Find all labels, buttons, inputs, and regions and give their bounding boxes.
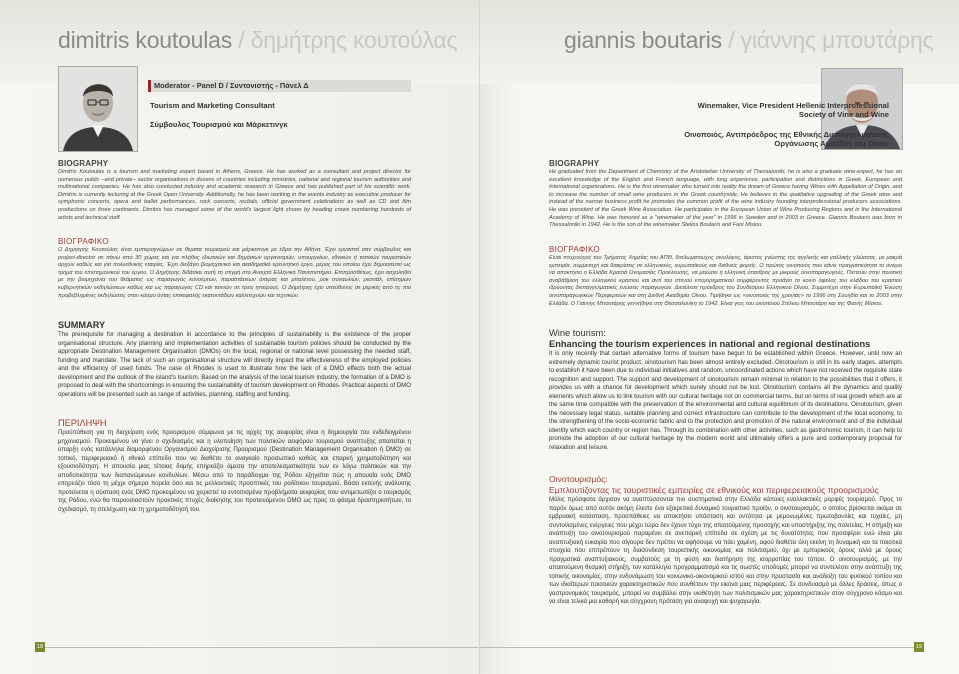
biography-heading: BIOGRAPHY xyxy=(549,159,600,168)
summary-greek-text: Προϋπόθεση για τη διαχείριση ενός προορισμού σύμφωνα με τις αρχές της αειφορίας είναι η δημιουργία του ενδεδειγμένου μηχανισμού. Προκειμένου να γίνει ο σχεδιασμός και η υλοποίηση των πολιτικών αειφόρου τουρισμού αναπτυξης απαιτείται η ύπαρξη ενός κατάλληλα διαμορφένου Οργανισμού Διαχείρισης Προορισμού (Destination Management Organisation ή DMO) σε τοπικό, περιφερειακό ή εθνικό επίπεδο που να διαθέτει το αναγκαίο προσωπικό καθώς και επαρκή χρηματοδότηση και εξουσιοδότηση. Η απουσία μιας τέτοιας δομής επηρεάζει άμεσα την αποτελεσματικότητα των εν λόγω πολιτικών και την αποδοτικότητα των διαπανώμενων κονδυλίων. Μέσω από το παράδειγμα της Ρόδου εξηγείται πώς η απουσία ενός DMO επηρεάζει τόσο τη μέχρι σήμερα πορεία όσο και τις μελλοντικές προοπτικές του ροδίτικου τουρισμού. Βάσει εκτενής ανάλυσης προτείνεται η σύσταση ενός DMO προκειμένου να χειριστεί τα εντοπισμένα προβλήματα αειφορίας που αντιμετωπίζει ο τουρισμός της Ρόδου, ενώ θα παρουσιαστούν πρακτικές πτυχές διοίκησης του προτεινόμενου DMO ως προς το φάσμα δραστηριοτήτων, το σχεδιασμό, τη στελέχωση και τη χρηματοδότησή του. xyxy=(58,429,411,513)
wine-tourism-greek-subheading: Εμπλουτίζοντας τις τουριστικές εμπειρίες σε εθνικούς και περιφερειακούς προορισμούς xyxy=(549,485,879,495)
moderator-label: Moderator - Panel D / Συντονιστής - Πάνελ Δ xyxy=(154,81,309,90)
speaker-name-greek: γιάννης μπουτάρης xyxy=(740,27,934,53)
wine-tourism-subheading: Enhancing the tourism experiences in national and regional destinations xyxy=(549,339,871,349)
biography-greek-text: Είναι πτυχιούχος του Τμήματος Χημείας του ΑΠΘ, διπλωματούχος οινολόγος, άριστος γνώστης της αγγλικής και γαλλικής γλώσσας, με μακρά εμπειρία, συμμετοχή και διακρίσεις σε ελληνικούς, ευρωπαϊκούς και διεθνείς φορείς. Ο πρώτος οινοποιός που κάνει πραγματικότητα το όνειρο να αποκτήσει η Ελλάδα Κρασιά Ονομασίας Προέλευσης, να μειώσει η ελληνική ύπαιθρος με μικρούς οινοπαραγωγούς. Πιστεύει στην ποιοτική αναβάθμιση του ελληνικού κρασιού και αντί του στενού επιχειρηματικού συμφέροντος προάγει το κοινό όφελος του κλάδου του κρασιού ιδρύοντας διεπαγγελματικές ενώσεις παραγωγών. Διετέλεσε πρόεδρος του Συνδέσμου Ελληνικού Οίνου. Συμμετέχει στην Ευρωπαϊκή Ένωση οινοπαραγωγικών Περιφερειών και στη Διεθνή Ακαδημία Οίνου. Τιμήθηκε ως «οινοποιός της χρονιάς» το 1996 στη Σουηδία και το 2003 στην Ελλάδα. Ο Γιάννης Μπουτάρης γεννήθηκε στη Θεσσαλονίκη το 1942. Είναι γιος του οινοποιού Στέλιου Μπουτάρη και της Φανής Μίσιου. xyxy=(549,255,902,307)
speaker-name: dimitris koutoulas xyxy=(58,27,233,53)
summary-greek xyxy=(58,418,411,514)
biography-text: He graduated from the Department of Chemistry of the Aristotelian University of Thessaloniki, he is also a graduate wine-expert, he has an excellent knowledge of the English and French language, with long experience, participation and distinctions in Greek, European and International organizations. He is the first winemaker who turned into reality the dream of Greece having Wines with Appellation of Origin, and to increase the number of small wine producers in the Greek countryside. He believes in the qualitative upgrading of the Greek wine and instead of the narrow business profit he promotes the common profit of the wine industry founding interprofessional producers associations. He was president of the Greek Wine Association. He participates in the European Union of Wine Producing Regions and in the International Academy of Wine. He was honored as a "winemaker of the year" in 1996 in Sweden and in 2003 in Greece. Giannis Boutaris was born in Thessaloniki in 1942. He is the son of the winemaker Stelios Boutaris and Fani Misiou. xyxy=(549,169,902,229)
role-greek-line-2: Οργάνωσης Αμπέλου και Οίνου xyxy=(774,139,889,148)
biography-text: Dimitris Koutoulas is a tourism and marketing expert based in Athens, Greece. He has worked as a consultant and project director for numerous public –and private– sector organisations in dozens of countries including ministries, national and regional tourism authorities and multinational companies. He has also conducted industry and academic research in Greece and has published part of his scientific work. Dimitris is currently lecturing at the Greek Open University. Additionally, he has been working in the events industry as executive producer for symphonic concerts, opera and ballet performances, rock concerts, recitals, official government celebrations as well as CD and film productions on three continents. Dimitris has managed some of the world's largest light shows by heading crews numbering hundreds of artists and technical staff. xyxy=(58,169,411,221)
biography-greek-heading: ΒΙΟΓΡΑΦΙΚΟ xyxy=(58,237,109,246)
wine-tourism-text: It is only recently that certain alternative forms of tourism have begun to be established within Greece. However, until now an extremely dynamic tourist product, oinotourism has been almost entirely excluded. Oinotourism is still in its early stages, attempts to establish it have been due to individual initiatives and random, uncoordinated actions which have not received the requisite state recognition and support. The support and development of oinotourism remain minimal in relation to the possibilities that it offers, it provides us with a chance for development which surely should not be lost. Oinotourism contains all the dynamics and quality elements which allow us to link tourism with our cultural heritage not on commercial terms, but on terms of real growth which are at the same time compatible with the preservation of the environmental and cultural equilibrium of its destinations. Oinotourism, given the necessary legal status, suitable planning and correct infrastructure can contribute to the development of the local economy, to the strengthening of the socio-economic fabric and to the protection and promotion of the natural environment and of the individual identity which each country or region has. Through its combination with other activities, such as gastronomic tourism, it can help to promote the adoption of our cultural heritage by the modern world and ultimately offers a pure and contemporary proposal for relaxation and leisure. xyxy=(549,350,902,451)
biography-english xyxy=(549,159,902,230)
moderator-accent xyxy=(148,80,151,92)
summary-text: The prerequisite for managing a destination in accordance to the principles of sustainability is the existence of the proper organisational structure. Any planning and implementation activities of sustainable tourism policies should be conducted by the appropriate Destination Management Organisation (DMOs) on the local, regional or national level possessing the needed staff, funding and mandate. The lack of such an organisational structure will directly impact the effectiveness of the employed policies and the efficiency of used funds. The case of Rhodes is used to illustrate how the lack of a DMO effects both the actual development and the outlook of the island's tourism. Based on the analysis of the local tourism industry, the formation of a DMO is proposed to deal with the shortcomings in ensuring the sustainability of tourism development on Rhodes. Practical aspects of DMO operations will be presented such as range of activities, planning, staffing and funding. xyxy=(58,331,411,398)
biography-greek-text: Ο Δημήτρης Κουτούλας είναι εμπειρογνώμων σε θέματα τουρισμού και μάρκετινγκ με έδρα την Αθήνα. Έχει εργαστεί σαν σύμβουλος και project-director σε πάνω από 30 χώρες και για πλήθος ιδιωτικών και δημόσιων οργανισμών, υπουργείων, εθνικών ή τοπικών τουριστικών αρχών καθώς και για πολυεθνικές εταιρίες. Έχει διεξάγει βιομηχανικό και ακαδημαϊκό ερευνητικό έργο, μέρος του οποίου έχει δημοσιευτεί ως τμήμα του επιστημονικού του έργου. Ο Δημήτρης διδάσκει αυτή τη στιγμή στο Ανοιχτό Ελληνικό Πανεπιστήμιο. Επιπροσθέτως, έχει ασχοληθεί με την βιομηχανία του θεάματος ως παραγωγός κονσέρτων, παραστάσεων όπερας και μπαλέτου, ροκ συναυλιών, ρεσιτάλ, επίσημων κυβερνητικών εκδηλώσεων καθώς και ως παραγωγός CD και ταινιών σε τρεις ηπείρους. Ο Δημήτρης έχει υπεύθυνος σε μερικές από τις πιο προβεβλημένες εκδηλώσεις στον κόσμο όντας επικεφαλής εκατοντάδων καλλιτεχνών και τεχνικών. xyxy=(58,247,411,299)
biography-english xyxy=(58,159,411,222)
speaker-title xyxy=(58,27,457,54)
role-english xyxy=(698,101,889,119)
speaker-title xyxy=(564,27,933,54)
summary-english xyxy=(58,320,411,399)
wine-tourism-greek-heading: Οινοτουρισμός: xyxy=(549,474,608,484)
title-separator: / xyxy=(728,27,735,53)
speaker-name: giannis boutaris xyxy=(564,27,722,53)
role-greek: Σύμβουλος Τουρισμού και Μάρκετινγκ xyxy=(150,120,288,129)
speaker-name-greek: δημήτρης κουτούλας xyxy=(250,27,458,53)
speaker-photo xyxy=(58,66,138,152)
wine-tourism-english xyxy=(549,328,902,452)
footer-rule xyxy=(45,647,479,648)
page-number: 18 xyxy=(36,644,44,650)
role-greek-line-1: Οινοποιός, Αντιπρόεδρος της Εθνικής Διεπαγγελματικής xyxy=(684,130,889,139)
wine-tourism-heading: Wine tourism: xyxy=(549,328,606,338)
summary-greek-heading: ΠΕΡΙΛΗΨΗ xyxy=(58,418,107,428)
role-greek xyxy=(684,130,889,148)
right-page xyxy=(480,0,959,674)
wine-tourism-greek xyxy=(549,474,902,607)
title-separator: / xyxy=(238,27,245,53)
portrait-image xyxy=(59,67,137,151)
summary-heading: SUMMARY xyxy=(58,320,106,330)
footer-rule xyxy=(480,647,914,648)
page-number: 19 xyxy=(915,644,923,650)
left-page xyxy=(0,0,479,674)
wine-tourism-greek-text: Μόλις πρόσφατα άρχισαν να αναπτύσσονται πιο συστηματικά στην Ελλάδα κάποιες εναλλακτικές μορφές τουρισμού. Προς το παρόν όμως από αυτόν ακόμη έλειπε ένα εξαιρετικά δυναμικό τουριστικό προϊόν, ο οινοτουρισμός, ο οποίος βρίσκεται ακόμα σε εμβρυακή κατάσταση, προσπάθειες να αποκτήσει υπόσταση και οντότητα με μεμονωμένες πρωτοβουλίες και τυχαίες, μη συντονισμένες ενέργειες που μέχρι τώρα δεν έχουν τύχει της απαιτούμενης προσοχής και υποστήριξης της πολιτείας. Η στήριξη και ανάπτυξη του οινοτουρισμού παραμένει σε ανεπαρκή επίπεδα σε σχέση με τις δυνατότητες που προσφέρει ενώ είναι μία αναπτυξιακή ευκαιρία που σίγουρα δεν πρέπει να αφήσουμε να πάει χαμένη, αφού διαθέτει όλη εκείνη τη δυναμική και τα ποιοτικά στοιχεία που επιτρέπουν τη διασύνδεση τουριστικής οικονομίας και πολιτισμού, όχι με εμπορικούς όρους αλλά με όρους πραγματικά αναπτυξιακούς, συμβατούς με τη φύση και διατήρηση της ισορροπίας του τόπου. Ο οινοτουρισμός, με την απαιτούμενη θεσμική στήριξη, τον κατάλληλο προγραμματισμό και τις σωστές υποδομές μπορεί να συντελέσει στην ανάπτυξη της τοπικής οικονομίας, στην ενδυνάμωση του κοινωνικο-οικονομικού ιστού και στην προστασία και ανάδειξη του φυσικού τοπίου και των ιδιαίτερων ποιοτικών χαρακτηριστικών που συνθέτουν την εικόνα μιας περιφέρειας. Σε συνδυασμό με άλλες δράσεις, όπως ο γαστρονομικός τουρισμός, μπορεί να συμβάλει στην υιοθέτηση των πολιτισμικών μας χαρακτηριστικών στον σύγχρονο κόσμο και να είναι τελικά μια καθαρή και σύγχρονη πρόταση για αναψυχή και ψυχαγωγία. xyxy=(549,496,902,605)
role-english: Tourism and Marketing Consultant xyxy=(150,101,275,110)
role-english-line-2: Society of Vine and Wine xyxy=(798,110,889,119)
role-english-line-1: Winemaker, Vice President Hellenic Interprofessional xyxy=(697,101,889,110)
biography-greek xyxy=(549,245,902,308)
biography-greek-heading: ΒΙΟΓΡΑΦΙΚΟ xyxy=(549,245,600,254)
biography-greek xyxy=(58,237,411,300)
biography-heading: BIOGRAPHY xyxy=(58,159,109,168)
